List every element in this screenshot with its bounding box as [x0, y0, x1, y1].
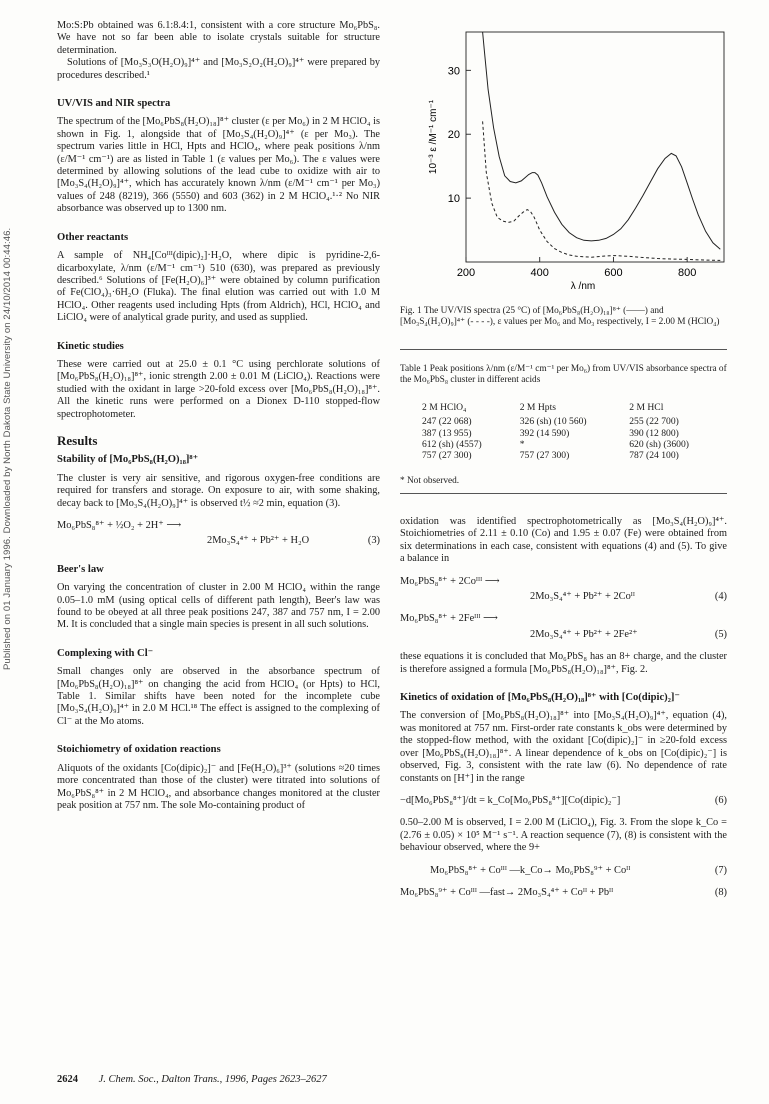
equation-8: Mo₆PbS₈⁹⁺ + Coᴵᴵᴵ —fast→ 2Mo₃S₄⁴⁺ + Coᴵᴵ + Pbᴵᴵ (8) — [400, 886, 727, 898]
results-heading: Results — [57, 432, 98, 448]
section-heading: Kinetics of oxidation of [Mo₆PbS₈(H₂O)₁₈]⁸⁺ with [Co(dipic)₂]⁻ — [400, 692, 680, 704]
plot-frame — [466, 32, 724, 262]
paragraph: 0.50–2.00 M is observed, I = 2.00 M (LiClO₄), Fig. 3. From the slope k_Co = (2.76 ± 0.05) × 10⁵ M⁻¹ s⁻¹. A reaction sequence (7), (8) is consistent with the behaviour observed, where the 9+ — [400, 817, 727, 854]
paragraph: oxidation was identified spectrophotometrically as [Mo₃S₄(H₂O)₉]⁴⁺. Stoichiometries of 2.11 ± 0.10 (Co) and 1.95 ± 0.07 (Fe) were obtained from six determinations in each case, consistent with equations (4) and (5). To give a balance in — [400, 516, 727, 565]
section-heading: Complexing with Cl⁻ — [57, 647, 154, 659]
figure-caption: Fig. 1 The UV/VIS spectra (25 °C) of [Mo₆PbS₈(H₂O)₁₈]⁸⁺ (——) and [Mo₃S₄(H₂O)₉]⁴⁺ (- - - -), ε values per Mo₆ and Mo₃ respectively, I = 2.00 M (HClO₄) — [400, 306, 720, 327]
x-tick-label: 400 — [530, 267, 549, 279]
divider — [400, 493, 727, 494]
spectrum-chart — [400, 24, 730, 304]
paragraph: These were carried out at 25.0 ± 0.1 °C using perchlorate solutions of [Mo₆PbS₈(H₂O)₁₈]⁸⁺, ionic strength 2.00 ± 0.01 M (LiClO₄). Reactions were studied with the oxidant in large >20-fold excess over [Mo₆PbS₈(H₂O)₁₈]⁸⁺. All the kinetic runs were performed on a Dionex D-110 stopped-flow spectrophotometer. — [57, 358, 380, 420]
equation-5: Mo₆PbS₈⁸⁺ + 2Feᴵᴵᴵ ⟶ 2Mo₃S₄⁴⁺ + Pb²⁺ + 2Fe²⁺ (5) — [400, 613, 727, 640]
table-1 — [422, 402, 727, 461]
table-row: 757 (27 300) 757 (27 300) 787 (24 100) — [422, 450, 679, 462]
y-tick-label: 30 — [447, 65, 460, 78]
table-footnote: * Not observed. — [400, 476, 460, 486]
section-heading: Other reactants — [57, 231, 129, 243]
equation-number: (4) — [714, 591, 727, 603]
page-footer — [57, 1074, 327, 1085]
equation-7: Mo₆PbS₈⁸⁺ + Coᴵᴵᴵ —k_Co→ Mo₆PbS₈⁹⁺ + Coᴵᴵ (7) — [430, 864, 727, 876]
paragraph: The spectrum of the [Mo₆PbS₈(H₂O)₁₈]⁸⁺ cluster (ε per Mo₆) in 2 M HClO₄ is shown in Fig. 1, alongside that of [Mo₃S₄(H₂O)₉]⁴⁺ (ε per Mo₃). The spectrum varies little in HCl, Hpts and HClO₄, where peak positions λ/nm (ε/M⁻¹ cm⁻¹) are as listed in Table 1 (ε values per Mo₆). The ε values were determined by allowing solutions of the lead cube to oxidize with air to [Mo₃S₄(H₂O)₉]⁴⁺, which has accurately known λ/nm (ε/M⁻¹ cm⁻¹ per Mo₃) values of 248 (8219), 366 (5550) and 603 (362) in 2 M HClO₄.¹·² No NIR absorbance was observed up to 1300 nm. — [57, 116, 380, 215]
equation-4: Mo₆PbS₈⁸⁺ + 2Coᴵᴵᴵ ⟶ 2Mo₃S₄⁴⁺ + Pb²⁺ + 2Coᴵᴵ (4) — [400, 575, 727, 603]
equation-number: (8) — [714, 886, 727, 898]
equation-number: (3) — [367, 535, 380, 547]
section-heading: Stability of [Mo₆PbS₈(H₂O)₁₈]⁸⁺ — [57, 454, 199, 466]
section-heading: UV/VIS and NIR spectra — [57, 98, 171, 110]
paragraph: The conversion of [Mo₆PbS₈(H₂O)₁₈]⁸⁺ into [Mo₃S₄(H₂O)₉]⁴⁺, equation (4), was monitored at 757 nm. First-order rate constants k_obs were determined by the stopped-flow method, with the oxidant [Co(dipic)₂]⁻ in ≥20-fold excess over [Mo₆PbS₈(H₂O)₁₈]⁸⁺. A linear dependence of k_obs on [Co(dipic)₂⁻] is observed, Fig. 3, consistent with the rate law (6). No dependence of rate constants on [H⁺] in the range — [400, 710, 727, 784]
section-heading: Kinetic studies — [57, 340, 124, 352]
y-axis-label: 10⁻³ ε /M⁻¹ cm⁻¹ — [428, 99, 439, 175]
x-axis-label: λ /nm — [570, 281, 596, 292]
paragraph: On varying the concentration of cluster in 2.00 M HClO₄ within the range 0.05–1.0 mM (using optical cells of different path length), Beer's law was found to be obeyed at all three peak positions 247, 387 and 757 nm, I = 2.00 M. It is concluded that a single main species is present in all such solutions. — [57, 582, 380, 631]
paragraph: Mo:S:Pb obtained was 6.1:8.4:1, consistent with a core structure Mo₆PbS₈. We have not so far been able to isolate crystals suitable for structure determination. — [57, 20, 380, 56]
section-heading: Beer's law — [57, 563, 104, 575]
download-stamp: Published on 01 January 1996. Downloaded by North Dakota State University on 24/10/2014 00:44:46. — [2, 227, 13, 670]
paragraph: Small changes only are observed in the absorbance spectrum of [Mo₆PbS₈(H₂O)₁₈]⁸⁺ on changing the acid from HClO₄ (or Hpts) to HCl, Table 1. Similar shifts have been noted for the incomplete cube [Mo₃S₄(H₂O)₉]⁴⁺ in 2.0 M HCl.¹⁸ The effect is assigned to the complexing of Cl⁻ at the Mo atoms. — [57, 666, 380, 727]
y-tick-label: 10 — [447, 193, 460, 206]
left-column — [57, 20, 380, 812]
x-tick-label: 800 — [677, 267, 697, 279]
table-row: 612 (sh) (4557) * 620 (sh) (3600) — [422, 438, 689, 450]
section-heading: Stoichiometry of oxidation reactions — [57, 744, 221, 756]
page-number: 2624 — [57, 1074, 78, 1085]
x-tick-label: 600 — [604, 267, 623, 279]
table-caption: Table 1 Peak positions λ/nm (ε/M⁻¹ cm⁻¹ per Mo₆) from UV/VIS absorbance spectra of the Mo₆PbS₈ cluster in different acids — [400, 364, 727, 385]
y-tick-label: 20 — [447, 129, 460, 142]
paragraph: A sample of NH₄[Coᴵᴵᴵ(dipic)₂]·H₂O, where dipic is pyridine-2,6-dicarboxylate, λ/nm (ε/M⁻¹ cm⁻¹) 510 (630), was prepared as previously described.⁶ Solutions of [Fe(H₂O)₆]³⁺ were obtained by column purification of Fe(ClO₄)₃·6H₂O (Fluka). The final elution was carried out with 1.0 M HClO₄. Other reagents used including Hpts (from Aldrich), HCl, HClO₄ and LiClO₄ were of analytical grade purity, and used as supplied. — [57, 250, 380, 324]
table-row: 387 (13 955) 392 (14 590) 390 (12 800) — [422, 427, 679, 439]
equation-6: −d[Mo₆PbS₈⁸⁺]/dt = k_Co[Mo₆PbS₈⁸⁺][Co(dipic)₂⁻] (6) — [400, 794, 727, 806]
equation-3: Mo₆PbS₈⁸⁺ + ½O₂ + 2H⁺ ⟶ 2Mo₃S₄⁴⁺ + Pb²⁺ + H₂O (3) — [57, 520, 380, 547]
table-row: 247 (22 068) 326 (sh) (10 560) 255 (22 700) — [422, 416, 679, 428]
paragraph: these equations it is concluded that Mo₆PbS₈ has an 8+ charge, and the cluster is therefore assigned a formula [Mo₆PbS₈(H₂O)₁₈]⁸⁺, Fig. 2. — [400, 651, 727, 675]
table-header: 2 M Hpts — [519, 402, 556, 413]
equation-number: (7) — [714, 864, 727, 876]
equation-number: (6) — [714, 794, 727, 806]
paragraph: Aliquots of the oxidants [Co(dipic)₂]⁻ and [Fe(H₂O)₆]³⁺ (solutions ≈20 times more concentrated than those of the cluster) were titrated into solutions of Mo₆PbS₈⁸⁺ in 2 M HClO₄, and absorbance changes monitored at the cluster peak position at 757 nm. The sole Mo-containing product of — [57, 762, 380, 811]
paragraph: The cluster is very air sensitive, and rigorous oxygen-free conditions are required for transfers and storage. On exposure to air, with some shaking, decay back to [Mo₃S₄(H₂O)₉]⁴⁺ is observed t½ ≈2 min, equation (3). — [57, 472, 380, 509]
figure-1 — [400, 24, 730, 334]
table-header: 2 M HCl — [629, 402, 664, 413]
paragraph: Solutions of [Mo₃S₃O(H₂O)₉]⁴⁺ and [Mo₃S₂O₂(H₂O)₉]⁴⁺ were prepared by procedures described.¹ — [57, 57, 380, 81]
right-column — [400, 516, 727, 909]
x-tick-label: 200 — [456, 267, 476, 279]
journal-citation: J. Chem. Soc., Dalton Trans., 1996, Pages 2623–2627 — [98, 1074, 327, 1085]
divider — [400, 349, 727, 350]
equation-number: (5) — [714, 628, 727, 640]
table-header: 2 M HClO₄ — [422, 402, 467, 413]
